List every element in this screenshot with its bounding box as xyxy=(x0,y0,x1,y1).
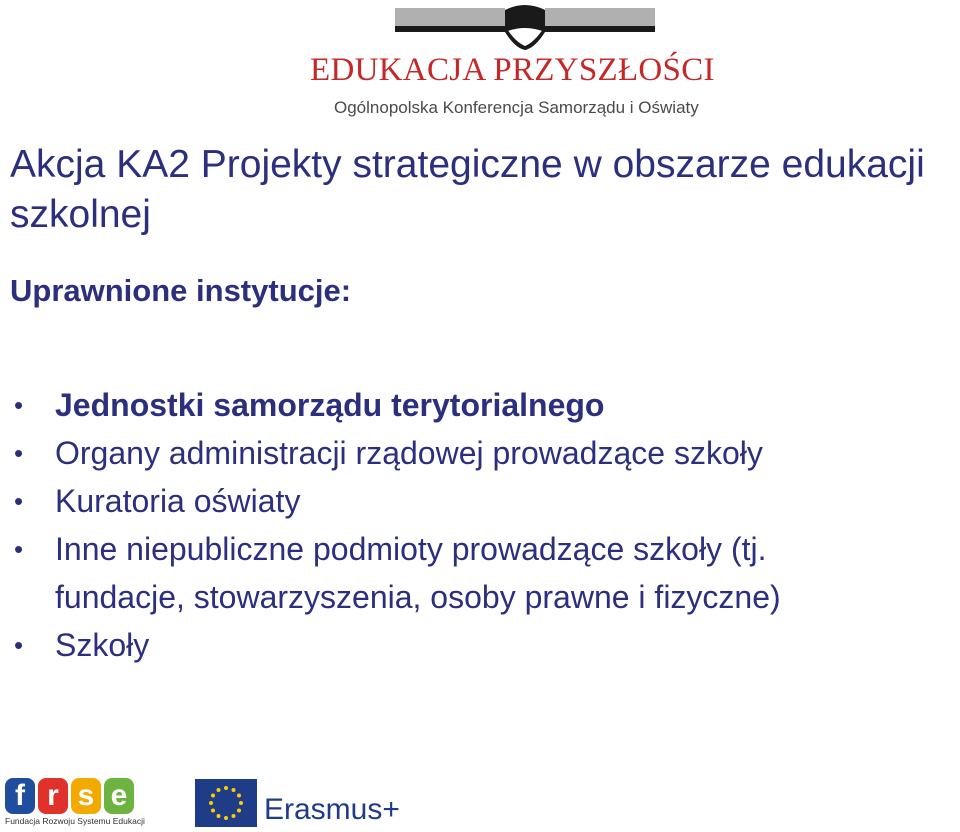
eu-star-icon xyxy=(232,814,236,818)
list-item xyxy=(0,429,781,477)
eu-star-icon xyxy=(217,788,221,792)
list-item-text: Organy administracji rządowej prowadzące szkoły xyxy=(55,435,763,471)
frse-letter: f xyxy=(5,778,35,814)
bullet-icon: • xyxy=(14,486,24,516)
eu-star-icon xyxy=(217,814,221,818)
bullet-icon: • xyxy=(14,534,24,564)
eligible-institutions-list xyxy=(0,381,781,669)
slide-title: Akcja KA2 Projekty strategiczne w obszarze edukacji szkolnej xyxy=(10,143,925,236)
eu-star-icon xyxy=(232,788,236,792)
list-item-text: Szkoły xyxy=(55,627,150,663)
eu-star-icon xyxy=(239,801,243,805)
frse-letter: s xyxy=(71,778,101,814)
bullet-icon: • xyxy=(14,390,24,420)
open-book-icon xyxy=(395,2,655,50)
list-item-text-continued: fundacje, stowarzyszenia, osoby prawne i fizyczne) xyxy=(55,579,781,615)
bullet-icon: • xyxy=(14,630,24,660)
slide-subtitle: Uprawnione instytucje: xyxy=(10,273,352,308)
eu-star-icon xyxy=(209,801,213,805)
eu-star-icon xyxy=(237,809,241,813)
frse-letter: e xyxy=(104,778,134,814)
list-item xyxy=(0,477,781,525)
eu-star-icon xyxy=(211,794,215,798)
list-item xyxy=(0,621,781,669)
brand-title: EDUKACJA PRZYSZŁOŚCI xyxy=(310,52,715,88)
list-item xyxy=(0,525,781,621)
frse-caption: Fundacja Rozwoju Systemu Edukacji xyxy=(5,816,145,826)
frse-logo xyxy=(5,778,145,832)
erasmus-plus-logo: Erasmus+ xyxy=(264,793,400,826)
list-item-text: Kuratoria oświaty xyxy=(55,483,301,519)
brand-subtitle: Ogólnopolska Konferencja Samorządu i Oświaty xyxy=(334,98,699,117)
eu-star-icon xyxy=(224,816,228,820)
eu-star-icon xyxy=(237,794,241,798)
eu-flag-icon xyxy=(195,779,257,827)
eu-star-icon xyxy=(224,786,228,790)
frse-letter: r xyxy=(38,778,68,814)
list-item-text: Inne niepubliczne podmioty prowadzące szkoły (tj. xyxy=(55,531,767,567)
list-item-text: Jednostki samorządu terytorialnego xyxy=(55,387,605,423)
eu-star-icon xyxy=(211,809,215,813)
conference-header xyxy=(0,0,960,130)
bullet-icon: • xyxy=(14,438,24,468)
list-item xyxy=(0,381,781,429)
